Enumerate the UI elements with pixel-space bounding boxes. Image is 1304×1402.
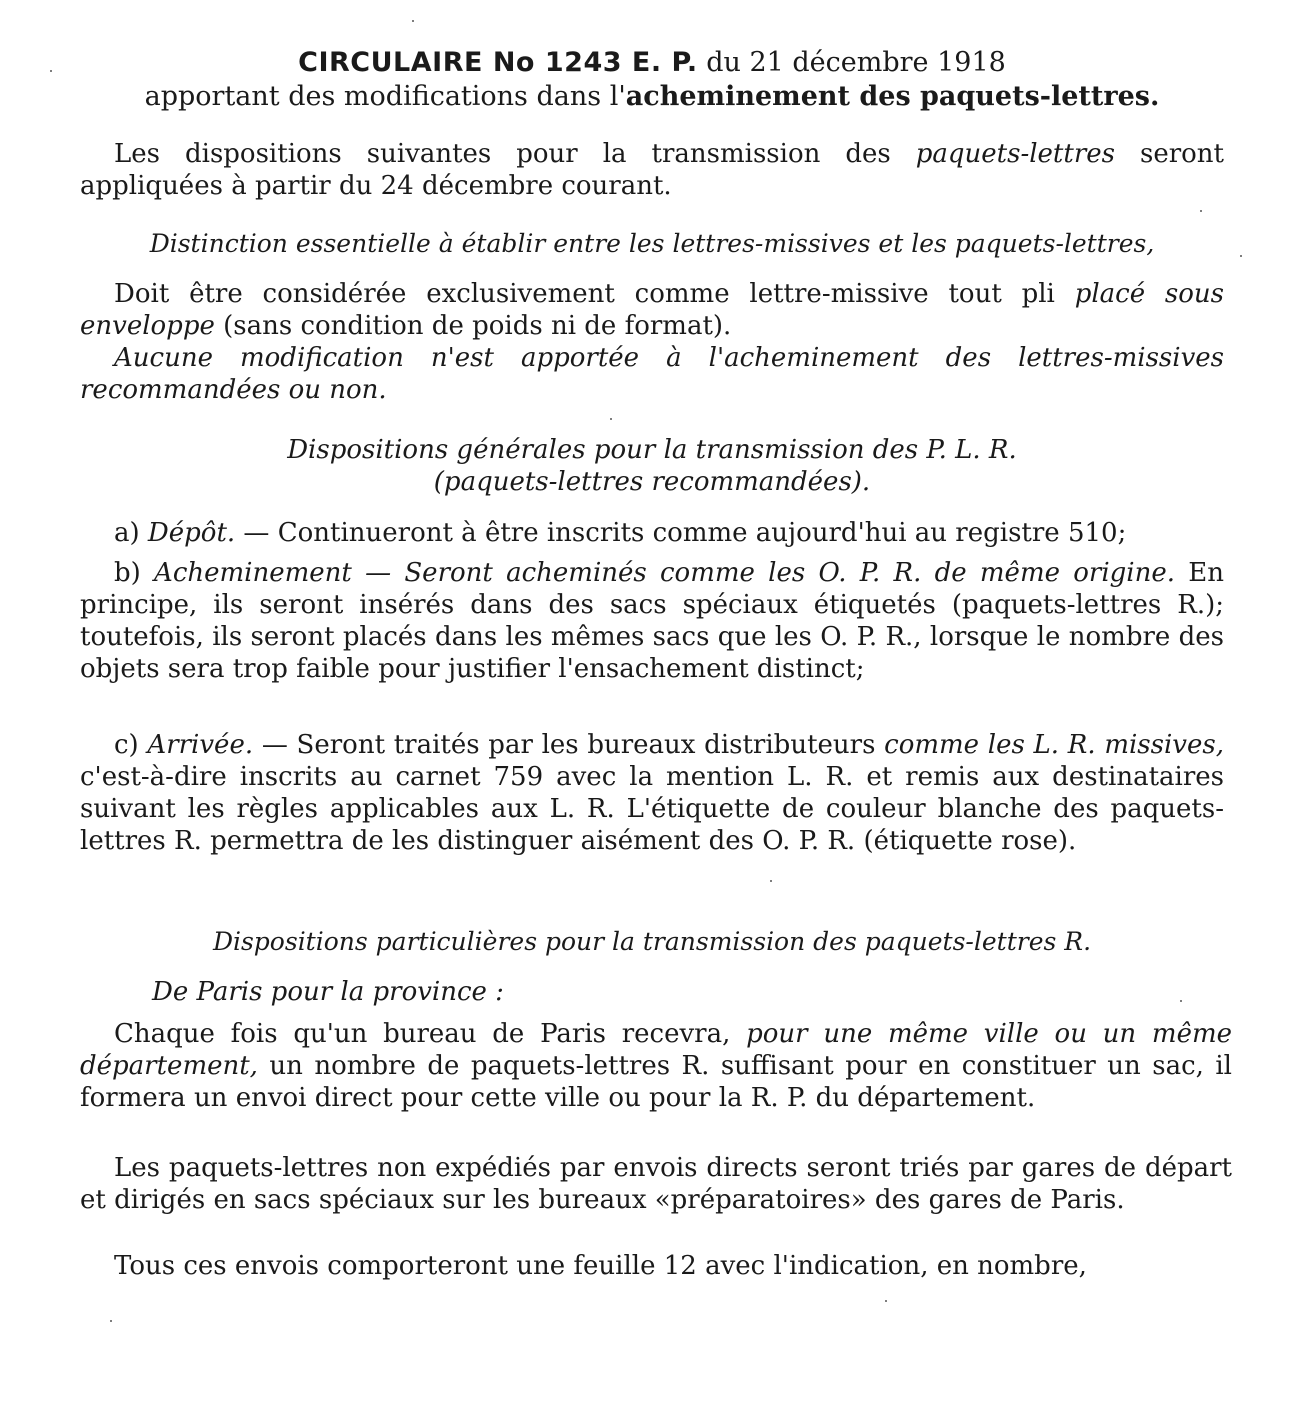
scan-speck: [610, 418, 612, 420]
subtitle-emphasis: acheminement des paquets-lettres.: [625, 81, 1160, 112]
scan-speck: [1200, 210, 1202, 212]
circular-number: CIRCULAIRE No 1243 E. P.: [298, 47, 698, 78]
item-b-label: b): [114, 558, 155, 588]
subtitle-text: apportant des modifications dans l': [144, 81, 626, 112]
item-c: [80, 729, 1224, 857]
circular-date: du 21 décembre 1918: [697, 47, 1006, 78]
s3p1-text: Chaque fois qu'un bureau de Paris recevra,: [114, 1019, 747, 1049]
section3-paragraph2: Les paquets-lettres non expédiés par envois directs seront triés par gares de départ et dirigés en sacs spéciaux sur les bureaux «préparatoires» des gares de Paris.: [80, 1153, 1232, 1215]
section2-heading-line2: (paquets-lettres recommandées).: [433, 467, 871, 497]
section3-heading: Dispositions particulières pour la transmission des paquets-lettres R.: [212, 927, 1092, 956]
scan-speck: [1180, 1000, 1182, 1002]
section1-paragraph1: [80, 278, 1224, 342]
s3p1-text-end: un nombre de paquets-lettres R. suffisant pour en constituer un sac, il formera un envoi direct pour cette ville ou pour la R. P. du département.: [80, 1051, 1232, 1113]
intro-italic: paquets-lettres: [915, 139, 1115, 169]
circular-title: [0, 46, 1304, 80]
intro-text-end: seront appliquées à partir du 24 décembre courant.: [80, 139, 1224, 201]
scan-speck: [885, 1300, 887, 1302]
item-b-text: En principe, ils seront insérés dans des sacs spéciaux étiquetés (paquets-lettres R.); toutefois, ils seront placés dans les mêmes sacs que les O. P. R., lorsque le nombre des objets sera trop faible pour justifier l'ensachement distinct;: [80, 558, 1224, 684]
intro-text: Les dispositions suivantes pour la transmission des: [114, 139, 916, 169]
item-a-text: — Continueront à être inscrits comme aujourd'hui au registre 510;: [235, 518, 1127, 548]
scan-speck: [50, 70, 52, 72]
section2-heading-line1: Dispositions générales pour la transmission des P. L. R.: [287, 435, 1017, 465]
section1-heading: Distinction essentielle à établir entre les lettres-missives et les paquets-lettres,: [149, 229, 1155, 258]
item-c-text2: c'est-à-dire inscrits au carnet 759 avec la mention L. R. et remis aux destinataires suivant les règles applicables aux L. R. L'étiquette de couleur blanche des paquets-lettres R. permettra de les distinguer aisément des O. P. R. (étiquette rose).: [80, 762, 1224, 856]
s1p1-text: Doit être considérée exclusivement comme lettre-missive tout pli: [114, 279, 1075, 309]
scan-speck: [412, 20, 414, 22]
section3-paragraph3: Tous ces envois comporteront une feuille 12 avec l'indication, en nombre,: [114, 1251, 1087, 1281]
scan-speck: [770, 880, 772, 882]
item-c-label: c): [114, 730, 148, 760]
scan-speck: [110, 1320, 112, 1322]
item-c-italic1: Arrivée.: [147, 730, 254, 760]
circular-subtitle: [0, 80, 1304, 114]
item-a-label: a): [114, 518, 148, 548]
section1-paragraph2: Aucune modification n'est apportée à l'acheminement des lettres-missives recommandées ou non.: [80, 343, 1224, 405]
item-a: [80, 517, 1224, 549]
item-c-text1: — Seront traités par les bureaux distributeurs: [253, 730, 885, 760]
s1p1-italic: placé sous enveloppe: [80, 279, 1224, 341]
s1p1-text-end: (sans condition de poids ni de format).: [214, 311, 732, 341]
item-a-italic: Dépôt.: [147, 518, 236, 548]
intro-paragraph: [80, 138, 1224, 202]
section3-paragraph1: [80, 1018, 1232, 1114]
item-b: [80, 557, 1224, 685]
s3p1-italic: pour une même ville ou un même département,: [80, 1019, 1232, 1081]
scan-speck: [1240, 255, 1242, 257]
item-b-italic: Acheminement — Seront acheminés comme les O. P. R. de même origine.: [154, 558, 1175, 588]
section3-subheading: De Paris pour la province :: [152, 977, 504, 1007]
item-c-italic2: comme les L. R. missives,: [884, 730, 1224, 760]
